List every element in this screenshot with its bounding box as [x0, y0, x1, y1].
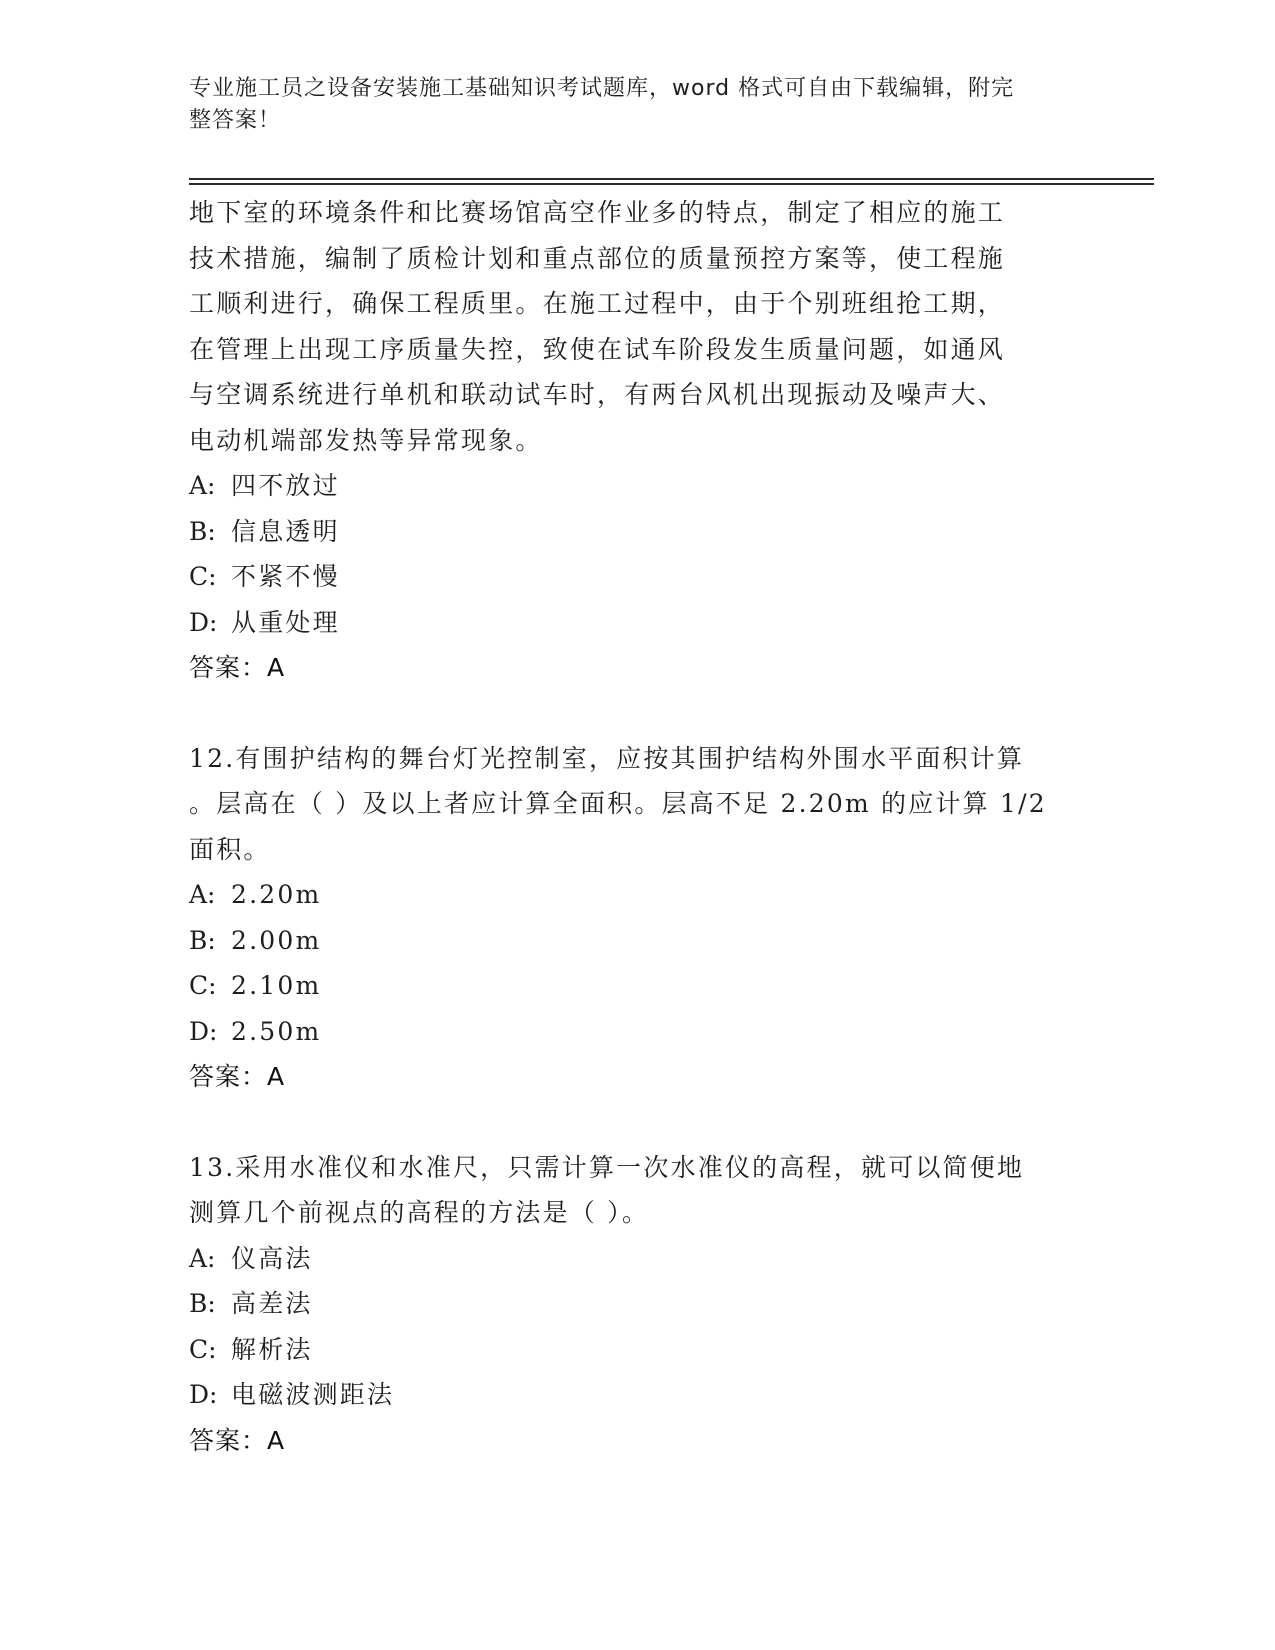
option-b	[189, 1281, 1089, 1327]
answer: 答案：A	[189, 1062, 286, 1091]
question-12	[189, 736, 1089, 1100]
question-line: 地下室的环境条件和比赛场馆高空作业多的特点，制定了相应的施工	[189, 198, 1006, 227]
question-line: 面积。	[189, 834, 271, 864]
option-label: A:	[189, 880, 216, 909]
option-text: 信息透明	[231, 516, 340, 546]
option-label: A:	[189, 471, 216, 500]
option-text: 四不放过	[231, 471, 340, 500]
option-label: C:	[189, 971, 217, 1000]
question-line: 13.采用水准仪和水准尺，只需计算一次水准仪的高程，就可以简便地	[189, 1152, 1025, 1182]
answer: 答案：A	[189, 1425, 286, 1455]
question-line: 与空调系统进行单机和联动试车时，有两台风机出现振动及噪声大、	[189, 380, 1006, 409]
option-d	[189, 1009, 1089, 1055]
question-line: 12.有围护结构的舞台灯光控制室，应按其围护结构外围水平面积计算	[189, 743, 1025, 773]
question-line: 工顺利进行，确保工程质里。在施工过程中，由于个别班组抢工期，	[189, 289, 1006, 318]
option-text: 从重处理	[231, 607, 340, 637]
option-text: 2.10m	[231, 971, 322, 1000]
option-c	[189, 963, 1089, 1009]
question-gap	[189, 691, 1089, 736]
option-a	[189, 463, 1089, 509]
option-a	[189, 1236, 1089, 1282]
answer: 答案：A	[189, 653, 286, 682]
option-text: 不紧不慢	[231, 562, 340, 591]
question-13	[189, 1145, 1089, 1464]
option-label: D:	[189, 1016, 218, 1046]
question-text	[189, 1145, 1089, 1236]
question-line: 技术措施，编制了质检计划和重点部位的质量预控方案等，使工程施	[189, 243, 1006, 273]
question-line: 。层高在（ ）及以上者应计算全面积。层高不足 2.20m 的应计算 1/2	[189, 789, 1047, 818]
option-b	[189, 509, 1089, 555]
option-d	[189, 1372, 1089, 1418]
option-d	[189, 600, 1089, 646]
question-text	[189, 736, 1089, 873]
option-label: B:	[189, 516, 216, 546]
option-label: B:	[189, 1289, 216, 1318]
header-title-line-2: 整答案！	[189, 108, 282, 133]
option-text: 2.20m	[231, 880, 322, 909]
option-text: 仪高法	[231, 1243, 313, 1273]
document-header	[189, 73, 1069, 137]
option-label: C:	[189, 562, 217, 591]
option-a	[189, 872, 1089, 918]
option-label: A:	[189, 1243, 216, 1273]
option-text: 高差法	[231, 1289, 313, 1318]
option-text: 解析法	[231, 1334, 313, 1364]
question-text	[189, 190, 1089, 463]
header-divider-bottom	[189, 183, 1154, 185]
option-label: D:	[189, 1380, 218, 1409]
option-text: 2.00m	[231, 925, 322, 955]
option-text: 2.50m	[231, 1016, 322, 1046]
option-label: C:	[189, 1334, 217, 1364]
option-text: 电磁波测距法	[231, 1380, 395, 1409]
question-continued	[189, 190, 1089, 691]
option-c	[189, 1327, 1089, 1373]
option-label: D:	[189, 607, 218, 637]
option-b	[189, 918, 1089, 964]
question-gap	[189, 1100, 1089, 1145]
question-line: 电动机端部发热等异常现象。	[189, 425, 543, 455]
question-line: 在管理上出现工序质量失控，致使在试车阶段发生质量问题，如通风	[189, 334, 1006, 364]
option-label: B:	[189, 925, 216, 955]
option-c	[189, 554, 1089, 600]
question-line: 测算几个前视点的高程的方法是（ ）。	[189, 1198, 650, 1227]
header-divider-top	[189, 178, 1154, 180]
header-title-line-1: 专业施工员之设备安装施工基础知识考试题库，word 格式可自由下载编辑，附完	[189, 76, 1015, 101]
document-body	[189, 190, 1089, 1463]
